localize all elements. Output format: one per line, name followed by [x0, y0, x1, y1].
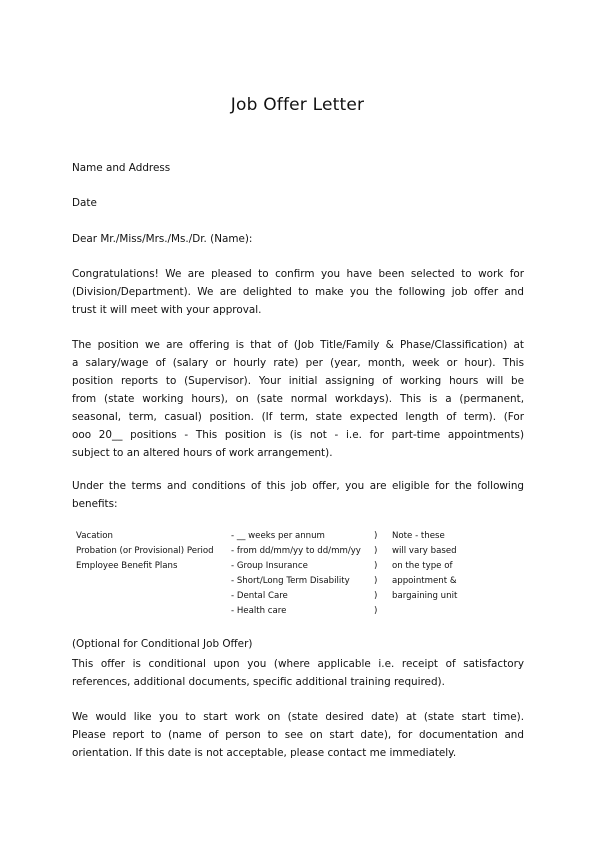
paragraph-line: position reports to (Supervisor). Your initial assigning of working hours will be: [72, 375, 524, 387]
bracket: ): [374, 561, 378, 571]
benefit-type: Employee Benefit Plans: [76, 561, 178, 571]
benefits-intro-paragraph: [72, 477, 524, 513]
start-date-paragraph: [72, 708, 524, 762]
paragraph-line: Congratulations! We are pleased to confirm you have been selected to work for: [72, 268, 524, 280]
paragraph-line: Please report to (name of person to see on start date), for documentation and: [72, 729, 524, 741]
benefits-type-column: [76, 529, 214, 574]
paragraph-line: ooo 20__ positions - This position is (is not - i.e. for part-time appointments): [72, 429, 524, 441]
benefit-note: Note - these: [392, 531, 445, 541]
paragraph-line: orientation. If this date is not acceptable, please contact me immediately.: [72, 747, 457, 759]
benefit-type: Vacation: [76, 531, 113, 541]
benefit-type: Probation (or Provisional) Period: [76, 546, 214, 556]
position-paragraph: [72, 336, 524, 462]
benefit-note: on the type of: [392, 561, 453, 571]
bracket: ): [374, 591, 378, 601]
benefit-detail: - Short/Long Term Disability: [231, 576, 350, 586]
bracket: ): [374, 531, 378, 541]
paragraph-line: The position we are offering is that of (Job Title/Family & Phase/Classification) at: [72, 339, 524, 351]
bracket: ): [374, 546, 378, 556]
optional-heading: (Optional for Conditional Job Offer): [72, 638, 253, 650]
name-address-line: Name and Address: [72, 162, 171, 174]
paragraph-line: a salary/wage of (salary or hourly rate) per (year, month, week or hour). This: [72, 357, 524, 369]
benefit-note: appointment &: [392, 576, 457, 586]
paragraph-line: references, additional documents, specific additional training required).: [72, 676, 445, 688]
paragraph-line: (Division/Department). We are delighted to make you the following job offer and: [72, 286, 524, 298]
benefit-note: will vary based: [392, 546, 457, 556]
congratulations-paragraph: [72, 265, 524, 319]
benefit-detail: - __ weeks per annum: [231, 531, 325, 541]
benefit-detail: - Health care: [231, 606, 287, 616]
benefits-detail-column: [231, 529, 361, 619]
bracket: ): [374, 606, 378, 616]
paragraph-line: benefits:: [72, 498, 118, 510]
benefits-note-column: [392, 529, 457, 604]
paragraph-line: We would like you to start work on (state desired date) at (state start time).: [72, 711, 524, 723]
paragraph-line: This offer is conditional upon you (where applicable i.e. receipt of satisfactory: [72, 658, 524, 670]
paragraph-line: trust it will meet with your approval.: [72, 304, 262, 316]
conditional-paragraph: [72, 655, 524, 691]
page-title: Job Offer Letter: [230, 95, 365, 115]
benefit-detail: - Dental Care: [231, 591, 288, 601]
paragraph-line: Under the terms and conditions of this job offer, you are eligible for the following: [72, 480, 524, 492]
benefit-detail: - from dd/mm/yy to dd/mm/yy: [231, 546, 361, 556]
paragraph-line: from (state working hours), on (sate normal workdays). This is a (permanent,: [72, 393, 524, 405]
benefits-bracket-column: [374, 529, 377, 619]
salutation-line: Dear Mr./Miss/Mrs./Ms./Dr. (Name):: [72, 233, 253, 245]
bracket: ): [374, 576, 378, 586]
paragraph-line: seasonal, term, casual) position. (If term, state expected length of term). (For: [72, 411, 524, 423]
benefit-note: bargaining unit: [392, 591, 458, 601]
paragraph-line: subject to an altered hours of work arrangement).: [72, 447, 333, 459]
benefit-detail: - Group Insurance: [231, 561, 308, 571]
date-line: Date: [72, 197, 97, 209]
